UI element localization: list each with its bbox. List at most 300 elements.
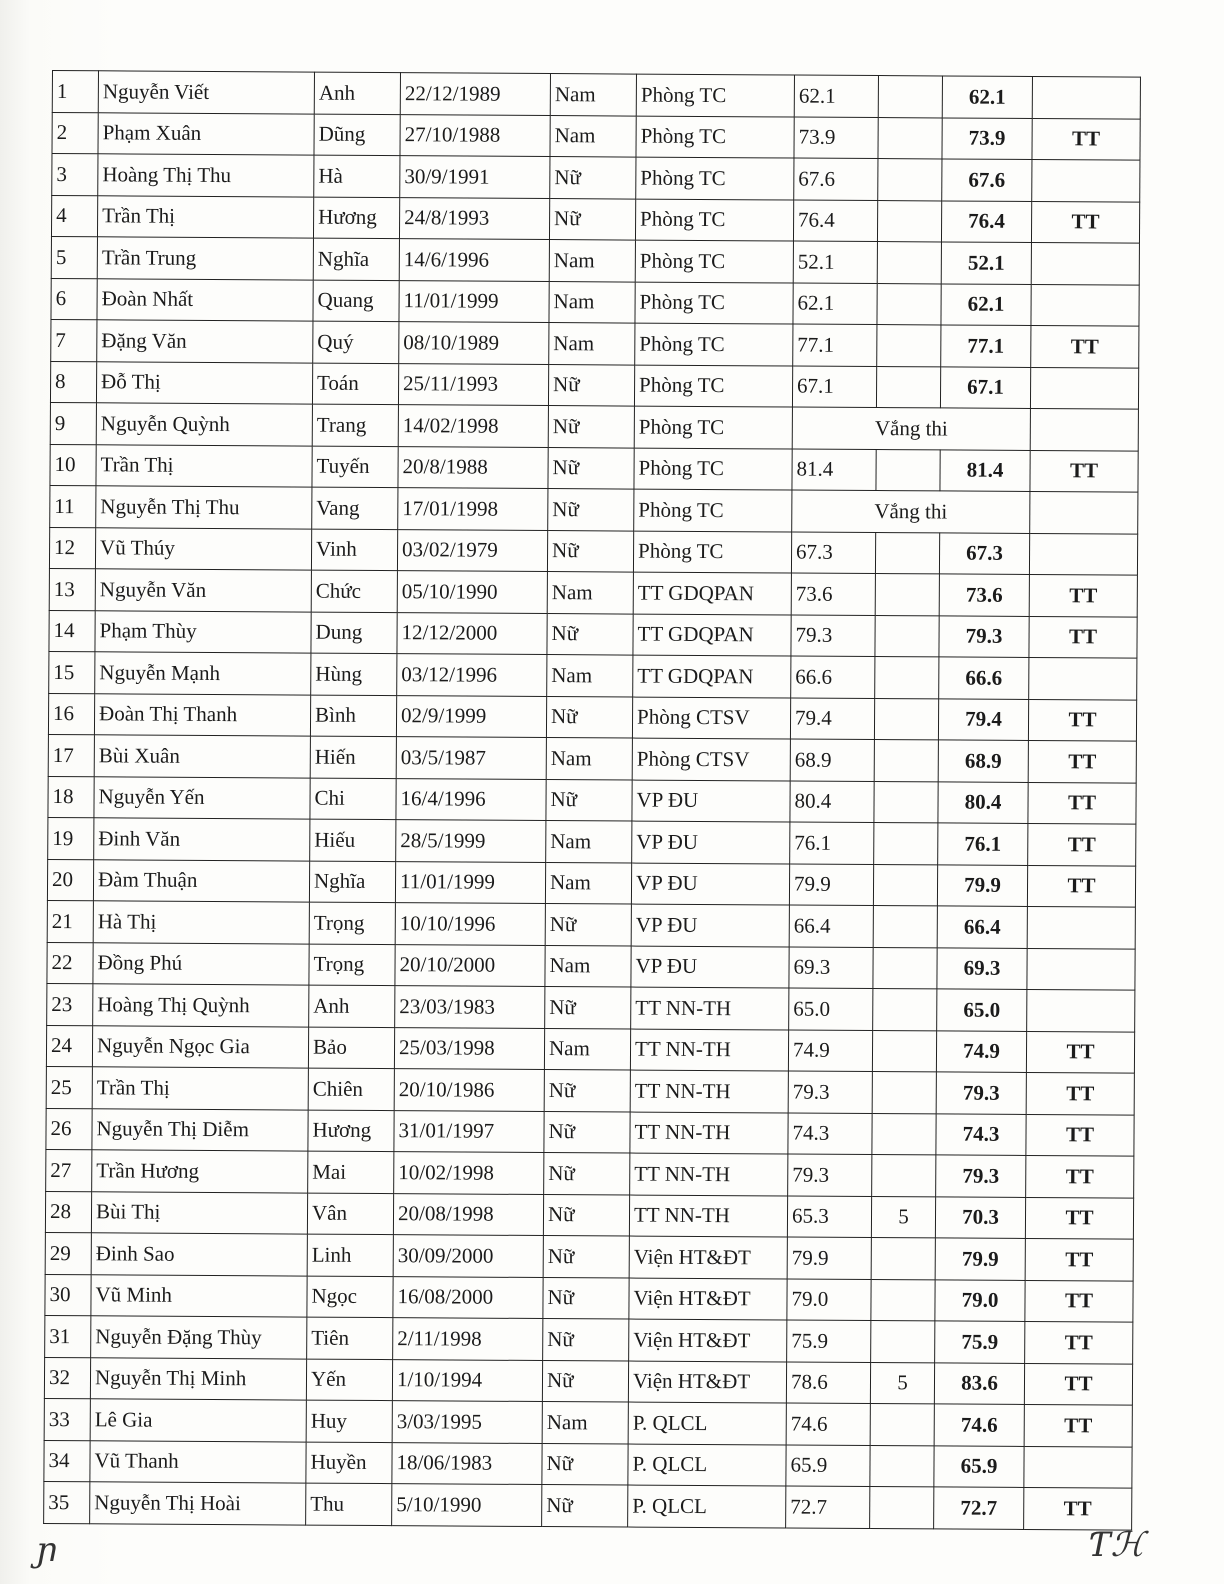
given-name-cell: Nghĩa <box>309 861 395 903</box>
table-row <box>49 651 1137 699</box>
table-row <box>49 527 1137 575</box>
note-cell <box>1031 242 1139 284</box>
absent-cell: Vắng thi <box>792 490 1030 533</box>
score-cell: 68.9 <box>790 739 874 781</box>
birthdate-cell: 03/02/1979 <box>397 529 547 571</box>
score-cell: 66.4 <box>789 905 873 947</box>
given-name-cell: Vân <box>307 1193 393 1235</box>
surname-cell: Trần Thị <box>97 195 313 238</box>
surname-cell: Nguyễn Mạnh <box>95 652 311 695</box>
bonus-cell <box>874 698 938 740</box>
unit-cell: TT GDQPAN <box>633 572 791 614</box>
surname-cell: Nguyễn Thị Diễm <box>92 1108 308 1151</box>
row-number: 35 <box>44 1481 90 1523</box>
row-number: 14 <box>49 610 95 652</box>
surname-cell: Nguyễn Viết <box>98 71 314 114</box>
bonus-cell <box>875 615 939 657</box>
bonus-cell <box>872 1072 936 1114</box>
total-cell: 62.1 <box>942 76 1032 118</box>
row-number: 18 <box>48 776 94 818</box>
table-row <box>46 1108 1134 1156</box>
table-row <box>45 1232 1133 1280</box>
gender-cell: Nữ <box>543 1277 629 1319</box>
total-cell: 74.6 <box>934 1404 1024 1446</box>
note-cell: TT <box>1026 1072 1134 1114</box>
given-name-cell: Huy <box>306 1400 392 1442</box>
note-cell <box>1029 533 1137 575</box>
table-row <box>50 402 1138 450</box>
gender-cell: Nam <box>544 1028 630 1070</box>
note-cell: TT <box>1024 1404 1132 1446</box>
bonus-cell <box>876 366 940 408</box>
row-number: 12 <box>49 527 95 569</box>
birthdate-cell: 02/9/1999 <box>396 695 546 737</box>
score-cell: 65.0 <box>789 988 873 1030</box>
row-number: 33 <box>44 1398 90 1440</box>
surname-cell: Đàm Thuận <box>93 859 309 902</box>
birthdate-cell: 31/01/1997 <box>394 1110 544 1152</box>
total-cell: 67.1 <box>940 366 1030 408</box>
note-cell: TT <box>1031 325 1139 367</box>
gender-cell: Nữ <box>545 987 631 1029</box>
gender-cell: Nam <box>546 821 632 863</box>
row-number: 20 <box>47 859 93 901</box>
unit-cell: Phòng TC <box>634 406 792 448</box>
bonus-cell <box>875 657 939 699</box>
birthdate-cell: 14/6/1996 <box>399 239 549 281</box>
surname-cell: Hoàng Thị Quỳnh <box>93 984 309 1027</box>
bonus-cell <box>872 1113 936 1155</box>
table-row <box>49 568 1137 616</box>
unit-cell: Viện HT&ĐT <box>629 1278 787 1320</box>
note-cell <box>1032 76 1140 118</box>
birthdate-cell: 30/09/2000 <box>393 1235 543 1277</box>
note-cell <box>1029 657 1137 699</box>
surname-cell: Nguyễn Thị Thu <box>96 486 312 529</box>
given-name-cell: Hiến <box>310 736 396 778</box>
birthdate-cell: 03/5/1987 <box>396 737 546 779</box>
note-cell: TT <box>1032 118 1140 160</box>
unit-cell: TT GDQPAN <box>633 655 791 697</box>
initials-left: ɲ <box>36 1530 58 1570</box>
score-cell: 69.3 <box>789 947 873 989</box>
total-cell: 66.4 <box>937 906 1027 948</box>
score-cell: 74.9 <box>788 1030 872 1072</box>
given-name-cell: Vinh <box>311 529 397 571</box>
row-number: 3 <box>52 154 98 196</box>
row-number: 15 <box>49 651 95 693</box>
surname-cell: Nguyễn Thị Hoài <box>90 1482 306 1525</box>
birthdate-cell: 25/03/1998 <box>394 1027 544 1069</box>
note-cell <box>1027 989 1135 1031</box>
results-table <box>43 70 1141 1530</box>
score-cell: 80.4 <box>790 781 874 823</box>
bonus-cell <box>878 159 942 201</box>
birthdate-cell: 1/10/1994 <box>392 1359 542 1401</box>
gender-cell: Nam <box>549 281 635 323</box>
gender-cell: Nữ <box>542 1360 628 1402</box>
birthdate-cell: 14/02/1998 <box>398 405 548 447</box>
given-name-cell: Hương <box>308 1110 394 1152</box>
unit-cell: TT NN-TH <box>630 1070 788 1112</box>
birthdate-cell: 3/03/1995 <box>392 1401 542 1443</box>
gender-cell: Nữ <box>543 1194 629 1236</box>
gender-cell: Nam <box>542 1402 628 1444</box>
bonus-cell <box>874 740 938 782</box>
surname-cell: Trần Hương <box>92 1150 308 1193</box>
surname-cell: Lê Gia <box>90 1399 306 1442</box>
bonus-cell <box>877 325 941 367</box>
surname-cell: Phạm Xuân <box>98 112 314 155</box>
gender-cell: Nữ <box>547 613 633 655</box>
unit-cell: Phòng TC <box>634 365 792 407</box>
score-cell: 73.9 <box>794 117 878 159</box>
unit-cell: TT NN-TH <box>630 1029 788 1071</box>
given-name-cell: Hà <box>314 155 400 197</box>
row-number: 24 <box>46 1025 92 1067</box>
bonus-cell <box>873 947 937 989</box>
gender-cell: Nữ <box>544 1070 630 1112</box>
row-number: 6 <box>51 278 97 320</box>
unit-cell: Phòng TC <box>633 531 791 573</box>
gender-cell: Nữ <box>542 1485 628 1527</box>
given-name-cell: Dung <box>311 612 397 654</box>
gender-cell: Nam <box>545 862 631 904</box>
score-cell: 65.3 <box>787 1196 871 1238</box>
bonus-cell <box>877 200 941 242</box>
unit-cell: Phòng TC <box>634 489 792 531</box>
table-row <box>46 1149 1134 1197</box>
total-cell: 74.9 <box>936 1030 1026 1072</box>
bonus-cell <box>877 242 941 284</box>
given-name-cell: Thu <box>306 1483 392 1525</box>
bonus-cell <box>874 781 938 823</box>
unit-cell: Viện HT&ĐT <box>628 1361 786 1403</box>
score-cell: 79.3 <box>791 615 875 657</box>
row-number: 21 <box>47 900 93 942</box>
unit-cell: Phòng CTSV <box>632 697 790 739</box>
table-row <box>44 1481 1132 1529</box>
gender-cell: Nữ <box>542 1443 628 1485</box>
total-cell: 69.3 <box>937 947 1027 989</box>
given-name-cell: Ngọc <box>307 1276 393 1318</box>
given-name-cell: Hiếu <box>310 819 396 861</box>
row-number: 19 <box>48 817 94 859</box>
surname-cell: Vũ Thúy <box>95 527 311 570</box>
surname-cell: Nguyễn Văn <box>95 569 311 612</box>
score-cell: 52.1 <box>793 241 877 283</box>
birthdate-cell: 20/8/1988 <box>398 446 548 488</box>
initials-right: Ƭℋ <box>1088 1525 1145 1565</box>
score-sheet <box>43 70 1140 1530</box>
results-table-body <box>44 71 1141 1530</box>
given-name-cell: Quang <box>313 280 399 322</box>
surname-cell: Đồng Phú <box>93 942 309 985</box>
row-number: 30 <box>45 1274 91 1316</box>
note-cell: TT <box>1025 1238 1133 1280</box>
total-cell: 79.9 <box>937 864 1027 906</box>
total-cell: 74.3 <box>936 1113 1026 1155</box>
note-cell: TT <box>1031 201 1139 243</box>
given-name-cell: Linh <box>307 1234 393 1276</box>
score-cell: 67.6 <box>794 158 878 200</box>
given-name-cell: Trang <box>312 404 398 446</box>
score-cell: 77.1 <box>793 324 877 366</box>
given-name-cell: Quý <box>313 321 399 363</box>
given-name-cell: Trọng <box>309 944 395 986</box>
unit-cell: Phòng TC <box>636 116 794 158</box>
birthdate-cell: 08/10/1989 <box>399 322 549 364</box>
given-name-cell: Chức <box>311 570 397 612</box>
table-row <box>44 1398 1132 1446</box>
score-cell: 65.9 <box>786 1445 870 1487</box>
unit-cell: TT NN-TH <box>630 1112 788 1154</box>
bonus-cell <box>875 574 939 616</box>
bonus-cell <box>871 1279 935 1321</box>
total-cell: 73.9 <box>942 117 1032 159</box>
bonus-cell <box>873 864 937 906</box>
birthdate-cell: 16/4/1996 <box>396 778 546 820</box>
table-row <box>52 112 1140 160</box>
total-cell: 77.1 <box>941 325 1031 367</box>
score-cell: 79.3 <box>788 1071 872 1113</box>
gender-cell: Nữ <box>545 904 631 946</box>
unit-cell: VP ĐU <box>632 821 790 863</box>
total-cell: 70.3 <box>935 1196 1025 1238</box>
unit-cell: Phòng TC <box>636 157 794 199</box>
score-cell: 62.1 <box>793 283 877 325</box>
given-name-cell: Chi <box>310 778 396 820</box>
table-row <box>45 1191 1133 1239</box>
row-number: 1 <box>52 71 98 113</box>
note-cell: TT <box>1025 1280 1133 1322</box>
score-cell: 79.3 <box>788 1154 872 1196</box>
row-number: 2 <box>52 112 98 154</box>
surname-cell: Trần Thị <box>92 1067 308 1110</box>
surname-cell: Đinh Sao <box>91 1233 307 1276</box>
surname-cell: Nguyễn Quỳnh <box>96 403 312 446</box>
note-cell: TT <box>1029 616 1137 658</box>
unit-cell: TT GDQPAN <box>633 614 791 656</box>
note-cell <box>1032 159 1140 201</box>
given-name-cell: Toán <box>312 363 398 405</box>
surname-cell: Nguyễn Ngọc Gia <box>92 1025 308 1068</box>
gender-cell: Nam <box>550 74 636 116</box>
given-name-cell: Bảo <box>308 1027 394 1069</box>
table-row <box>47 859 1135 907</box>
note-cell: TT <box>1030 450 1138 492</box>
unit-cell: Phòng CTSV <box>632 738 790 780</box>
birthdate-cell: 05/10/1990 <box>397 571 547 613</box>
note-cell: TT <box>1028 740 1136 782</box>
given-name-cell: Anh <box>309 985 395 1027</box>
table-row <box>50 444 1138 492</box>
total-cell: 62.1 <box>941 283 1031 325</box>
table-row <box>51 278 1139 326</box>
row-number: 27 <box>46 1149 92 1191</box>
unit-cell: TT NN-TH <box>630 1153 788 1195</box>
bonus-cell <box>876 449 940 491</box>
table-row <box>50 485 1138 533</box>
score-cell: 72.7 <box>786 1486 870 1528</box>
table-row <box>51 319 1139 367</box>
birthdate-cell: 18/06/1983 <box>392 1442 542 1484</box>
birthdate-cell: 24/8/1993 <box>399 197 549 239</box>
surname-cell: Đỗ Thị <box>96 361 312 404</box>
gender-cell: Nữ <box>548 364 634 406</box>
note-cell <box>1030 491 1138 533</box>
unit-cell: Phòng TC <box>635 240 793 282</box>
gender-cell: Nữ <box>544 1153 630 1195</box>
birthdate-cell: 10/02/1998 <box>394 1152 544 1194</box>
given-name-cell: Hùng <box>311 653 397 695</box>
gender-cell: Nữ <box>546 779 632 821</box>
unit-cell: Viện HT&ĐT <box>629 1236 787 1278</box>
bonus-cell <box>875 532 939 574</box>
score-cell: 79.0 <box>787 1279 871 1321</box>
row-number: 10 <box>50 444 96 486</box>
total-cell: 79.4 <box>938 698 1028 740</box>
table-row <box>50 361 1138 409</box>
surname-cell: Bùi Thị <box>91 1191 307 1234</box>
birthdate-cell: 2/11/1998 <box>393 1318 543 1360</box>
score-cell: 79.4 <box>790 698 874 740</box>
bonus-cell: 5 <box>871 1196 935 1238</box>
row-number: 7 <box>51 319 97 361</box>
bonus-cell <box>873 989 937 1031</box>
unit-cell: VP ĐU <box>631 946 789 988</box>
row-number: 11 <box>50 485 96 527</box>
bonus-cell <box>874 823 938 865</box>
surname-cell: Bùi Xuân <box>94 735 310 778</box>
score-cell: 67.3 <box>791 532 875 574</box>
total-cell: 75.9 <box>935 1321 1025 1363</box>
birthdate-cell: 5/10/1990 <box>392 1484 542 1526</box>
unit-cell: Viện HT&ĐT <box>629 1319 787 1361</box>
row-number: 17 <box>48 734 94 776</box>
score-cell: 75.9 <box>787 1320 871 1362</box>
score-cell: 73.6 <box>791 573 875 615</box>
note-cell <box>1030 408 1138 450</box>
given-name-cell: Trọng <box>309 902 395 944</box>
birthdate-cell: 28/5/1999 <box>396 820 546 862</box>
total-cell: 65.0 <box>937 989 1027 1031</box>
note-cell <box>1027 948 1135 990</box>
gender-cell: Nữ <box>548 447 634 489</box>
gender-cell: Nữ <box>548 489 634 531</box>
table-row <box>44 1357 1132 1405</box>
row-number: 31 <box>45 1315 91 1357</box>
unit-cell: TT NN-TH <box>629 1195 787 1237</box>
absent-cell: Vắng thi <box>792 407 1030 450</box>
table-row <box>44 1440 1132 1488</box>
row-number: 22 <box>47 942 93 984</box>
birthdate-cell: 20/10/1986 <box>394 1069 544 1111</box>
table-row <box>46 1025 1134 1073</box>
given-name-cell: Dũng <box>314 114 400 156</box>
surname-cell: Hà Thị <box>93 901 309 944</box>
row-number: 29 <box>45 1232 91 1274</box>
table-row <box>48 693 1136 741</box>
given-name-cell: Tiên <box>307 1317 393 1359</box>
row-number: 23 <box>47 983 93 1025</box>
given-name-cell: Huyền <box>306 1442 392 1484</box>
birthdate-cell: 12/12/2000 <box>397 612 547 654</box>
surname-cell: Hoàng Thị Thu <box>98 154 314 197</box>
note-cell: TT <box>1025 1197 1133 1239</box>
given-name-cell: Chiên <box>308 1068 394 1110</box>
bonus-cell <box>872 1155 936 1197</box>
birthdate-cell: 23/03/1983 <box>395 986 545 1028</box>
bonus-cell <box>871 1321 935 1363</box>
table-row <box>51 195 1139 243</box>
bonus-cell <box>873 906 937 948</box>
given-name-cell: Vang <box>312 487 398 529</box>
table-row <box>52 71 1140 119</box>
gender-cell: Nữ <box>543 1236 629 1278</box>
surname-cell: Trần Trung <box>97 237 313 280</box>
score-cell: 76.4 <box>793 200 877 242</box>
row-number: 4 <box>51 195 97 237</box>
gender-cell: Nữ <box>543 1319 629 1361</box>
note-cell: TT <box>1027 865 1135 907</box>
given-name-cell: Nghĩa <box>313 238 399 280</box>
given-name-cell: Yến <box>306 1359 392 1401</box>
score-cell: 74.6 <box>786 1403 870 1445</box>
birthdate-cell: 20/10/2000 <box>395 944 545 986</box>
surname-cell: Trần Thị <box>96 444 312 487</box>
gender-cell: Nam <box>546 738 632 780</box>
gender-cell: Nam <box>550 115 636 157</box>
total-cell: 79.3 <box>939 615 1029 657</box>
note-cell: TT <box>1026 1114 1134 1156</box>
score-cell: 74.3 <box>788 1113 872 1155</box>
surname-cell: Đặng Văn <box>97 320 313 363</box>
note-cell: TT <box>1024 1363 1132 1405</box>
score-cell: 81.4 <box>792 449 876 491</box>
gender-cell: Nam <box>549 323 635 365</box>
row-number: 28 <box>45 1191 91 1233</box>
gender-cell: Nam <box>547 655 633 697</box>
table-row <box>48 734 1136 782</box>
note-cell: TT <box>1026 1155 1134 1197</box>
surname-cell: Nguyễn Yến <box>94 776 310 819</box>
gender-cell: Nam <box>545 945 631 987</box>
note-cell <box>1031 284 1139 326</box>
unit-cell: Phòng TC <box>635 199 793 241</box>
total-cell: 79.9 <box>935 1238 1025 1280</box>
given-name-cell: Anh <box>314 72 400 114</box>
row-number: 34 <box>44 1440 90 1482</box>
bonus-cell <box>877 283 941 325</box>
gender-cell: Nữ <box>548 406 634 448</box>
total-cell: 52.1 <box>941 242 1031 284</box>
total-cell: 67.3 <box>939 532 1029 574</box>
row-number: 9 <box>50 402 96 444</box>
birthdate-cell: 25/11/1993 <box>398 363 548 405</box>
unit-cell: P. QLCL <box>628 1444 786 1486</box>
unit-cell: VP ĐU <box>632 780 790 822</box>
total-cell: 76.4 <box>941 200 1031 242</box>
unit-cell: VP ĐU <box>631 904 789 946</box>
total-cell: 80.4 <box>938 781 1028 823</box>
score-cell: 79.9 <box>789 864 873 906</box>
given-name-cell: Hương <box>313 197 399 239</box>
gender-cell: Nam <box>547 572 633 614</box>
score-cell: 79.9 <box>787 1237 871 1279</box>
bonus-cell <box>870 1404 934 1446</box>
bonus-cell <box>870 1445 934 1487</box>
